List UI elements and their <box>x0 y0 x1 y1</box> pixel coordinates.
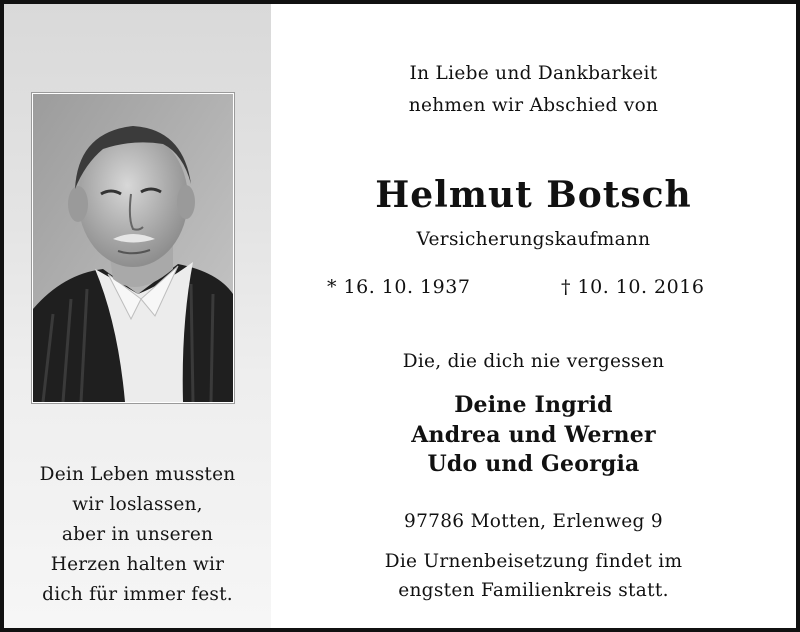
intro-line: In Liebe und Dankbarkeit <box>409 63 658 84</box>
poem-line: dich für immer fest. <box>42 584 233 605</box>
portrait-photo <box>32 93 234 403</box>
poem-line: Dein Leben mussten <box>39 464 236 485</box>
notice-line: Die Urnenbeisetzung findet im <box>384 551 683 572</box>
mourner-line: Deine Ingrid <box>454 392 613 418</box>
deceased-name: Helmut Botsch <box>375 174 692 216</box>
intro-line: nehmen wir Abschied von <box>408 95 659 116</box>
poem <box>4 460 271 610</box>
birth-date: * 16. 10. 1937 <box>327 276 471 298</box>
poem-line: wir loslassen, <box>72 494 203 515</box>
poem-line: Herzen halten wir <box>50 554 225 575</box>
mourner-line: Andrea und Werner <box>411 422 656 448</box>
poem-line: aber in unseren <box>61 524 214 545</box>
mourner-line: Udo und Georgia <box>427 451 640 477</box>
main-text-area <box>271 4 796 628</box>
death-date: † 10. 10. 2016 <box>561 276 705 298</box>
address: 97786 Motten, Erlenweg 9 <box>404 511 663 532</box>
mourners-intro: Die, die dich nie vergessen <box>402 351 665 372</box>
notice-line: engsten Familienkreis statt. <box>398 580 669 601</box>
profession: Versicherungskaufmann <box>416 229 651 250</box>
